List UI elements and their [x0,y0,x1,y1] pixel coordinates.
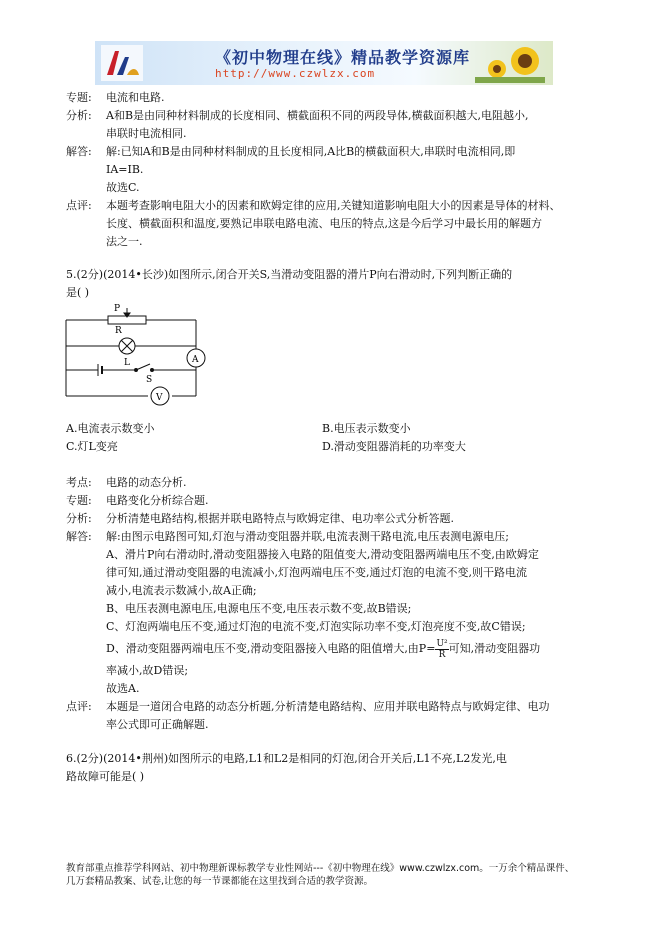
text: 电路变化分析综合题. [106,494,209,507]
stem-line: 5.(2分)(2014•长沙)如图所示,闭合开关S,当滑动变阻器的滑片P向右滑动时,下列判断正确的 [66,268,513,281]
text-line: 律可知,通过滑动变阻器的电流减小,灯泡两端电压不变,通过灯泡的电流不变,则干路电流 [106,566,527,579]
text: 分析清楚电路结构,根据并联电路特点与欧姆定律、电功率公式分析答题. [106,512,454,525]
text-line: 率减小,故D错误; [106,664,189,677]
text-line: 长度、横截面积和温度,要熟记串联电路电流、电压的特点,这是今后学习中最长用的解题方 [106,217,542,230]
stem-line: 6.(2分)(2014•荆州)如图所示的电路,L1和L2是相同的灯泡,闭合开关后,L1不亮,L2发光,电 [66,752,507,765]
label: 专题: [66,494,92,507]
text-line: A和B是由同种材料制成的长度相同、横截面积不同的两段导体,横截面积越大,电阻越小, [106,109,529,122]
text-line: 解:已知A和B是由同种材料制成的且长度相同,A比B的横截面积大,串联时电流相同,即 [106,145,516,158]
numerator: U² [436,638,448,649]
footer-line: 教育部重点推荐学科网站、初中物理新课标教学专业性网站---《初中物理在线》www.czwlzx.com。一万余个精品课件、 [66,863,575,874]
text-line: 解:由图示电路图可知,灯泡与滑动变阻器并联,电流表测干路电流,电压表测电源电压; [106,530,509,543]
text-line: C、灯泡两端电压不变,通过灯泡的电流不变,灯泡实际功率不变,灯泡亮度不变,故C错误; [106,620,526,633]
q5-option-b: B.电压表示数变小 [322,422,411,435]
power-formula [435,639,448,660]
text-line: A、滑片P向右滑动时,滑动变阻器接入电路的阻值变大,滑动变阻器两端电压不变,由欧姆定 [106,548,539,561]
text: 电流和电路. [106,91,165,104]
page-footer [66,862,606,888]
text: 电路的动态分析. [106,476,187,489]
text-line: 串联时电流相同. [106,127,187,140]
label: 考点: [66,476,92,489]
q6-stem [66,750,507,786]
site-logo-icon [101,45,143,81]
text-line: B、电压表测电源电压,电源电压不变,电压表示数不变,故B错误; [106,602,412,615]
q5-stem [66,266,512,302]
text-line: IA=IB. [106,163,144,176]
text-line: 本题是一道闭合电路的动态分析题,分析清楚电路结构、应用并联电路特点与欧姆定律、电功 [106,700,550,713]
banner-title: 《初中物理在线》精品教学资源库 [215,48,471,67]
stem-line: 路故障可能是( ) [66,770,145,783]
text-line: 故选A. [106,682,140,695]
label: 分析: [66,109,92,122]
label: 解答: [66,145,92,158]
label-r: R [115,326,122,336]
text-line: 法之一. [106,235,143,248]
text: D、滑动变阻器两端电压不变,滑动变阻器接入电路的阻值增大,由P= [106,642,436,655]
text-line: 故选C. [106,181,140,194]
label-s: S [146,375,153,385]
label: 点评: [66,199,92,212]
text-line: 本题考查影响电阻大小的因素和欧姆定律的应用,关键知道影响电阻大小的因素是导体的材料、 [106,199,561,212]
denominator: R [438,649,446,660]
sunflower-image [475,43,545,83]
q5-circuit-diagram [62,303,212,413]
label-v: V [156,393,163,403]
site-banner [95,41,553,85]
label: 分析: [66,512,92,525]
text-line: 率公式即可正确解题. [106,718,209,731]
label-a: A [192,355,199,365]
label: 点评: [66,700,92,713]
stem-line: 是( ) [66,286,90,299]
label-l: L [124,358,130,368]
banner-url: http://www.czwlzx.com [215,67,376,80]
q5-option-d: D.滑动变阻器消耗的功率变大 [322,440,466,453]
footer-line: 几万套精品教案、试卷,让您的每一节课都能在这里找到合适的教学资源。 [66,876,374,887]
label: 专题: [66,91,92,104]
label: 解答: [66,530,92,543]
q5-option-c: C.灯L变亮 [66,440,118,453]
text-line: 减小,电流表示数减小,故A正确; [106,584,257,597]
label-p: P [114,304,121,314]
q5-option-a: A.电流表示数变小 [66,422,155,435]
text: 可知,滑动变阻器功 [448,642,541,655]
text-line-formula [106,636,591,662]
